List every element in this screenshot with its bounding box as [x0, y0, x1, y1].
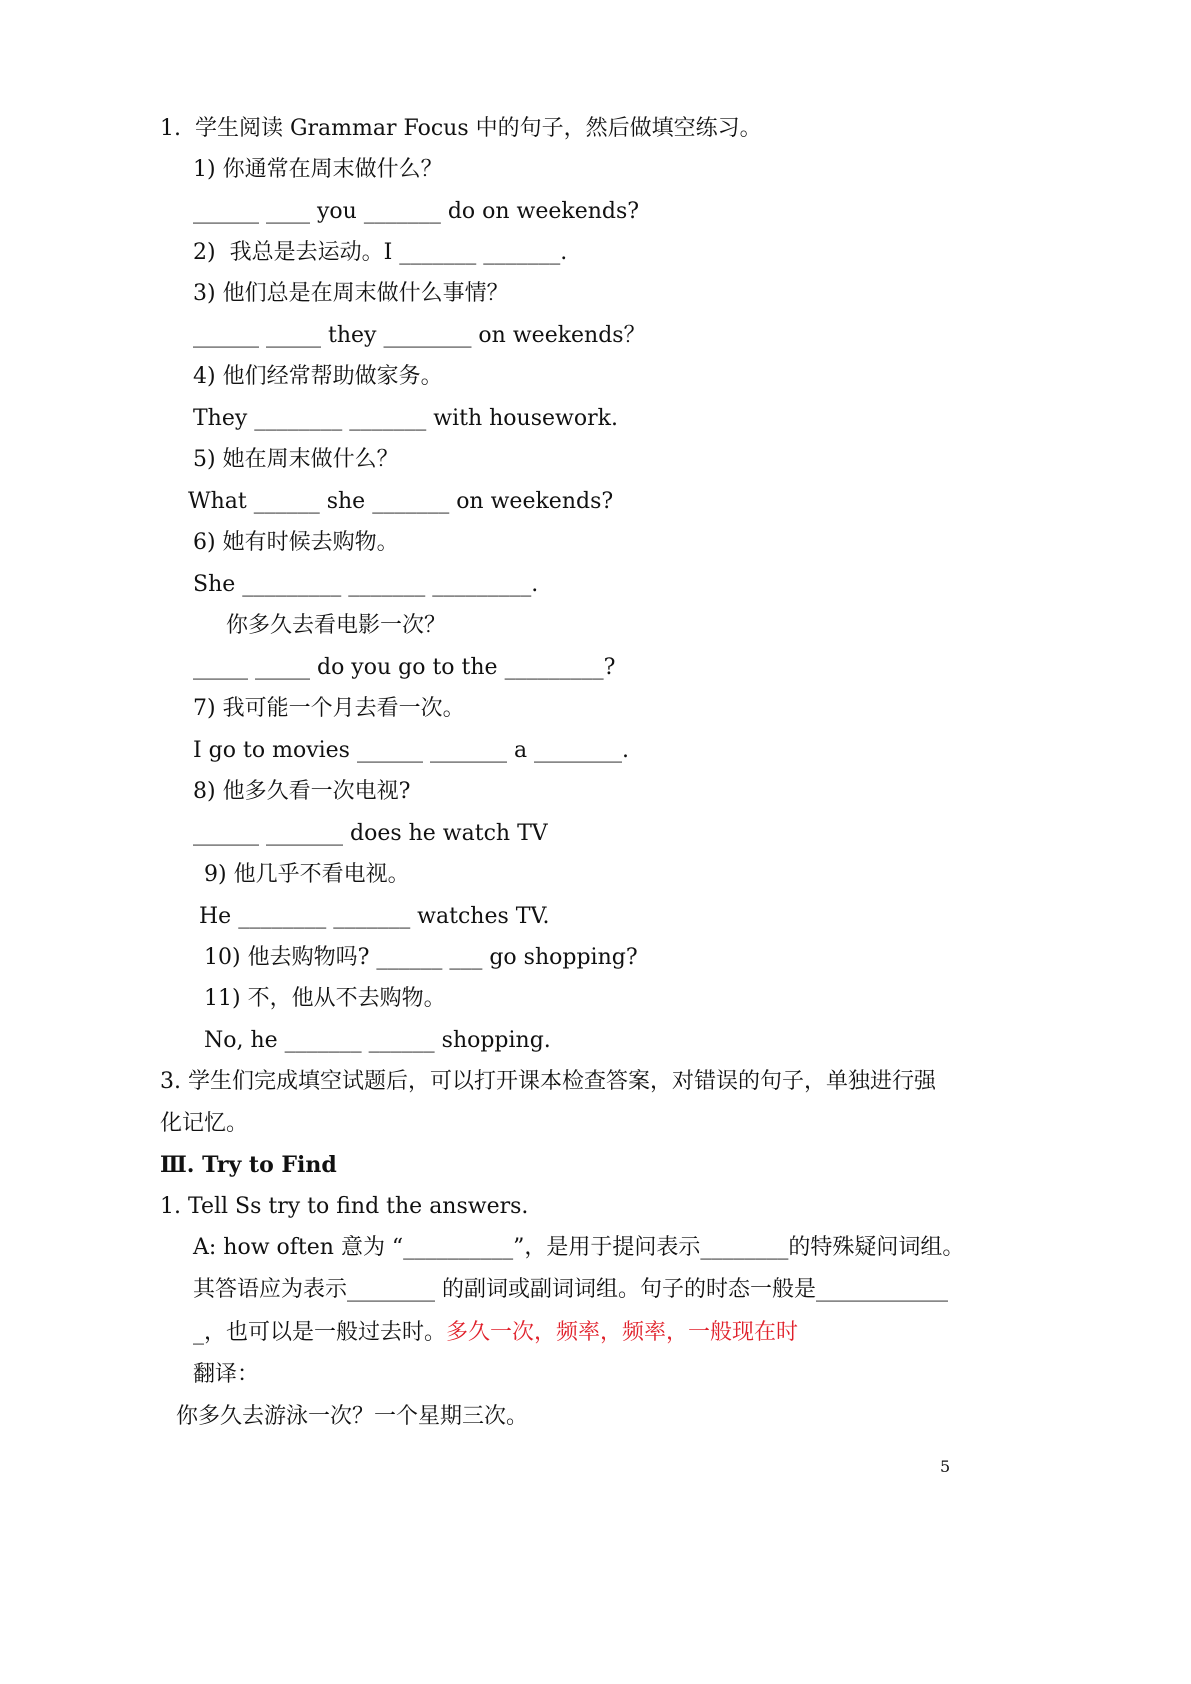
- item-5-blank: What ______ she _______ on weekends?: [188, 489, 614, 514]
- item-3-chinese: 3) 他们总是在周末做什么事情？: [193, 281, 509, 306]
- item-8-chinese: 8) 他多久看一次电视?: [193, 779, 411, 804]
- instruction-1: 1. 学生阅读 Grammar Focus 中的句子，然后做填空练习。: [160, 116, 762, 141]
- item-11-chinese: 11) 不，他从不去购物。: [204, 986, 446, 1011]
- item-1-blank: ______ ____ you _______ do on weekends?: [193, 199, 640, 224]
- task-1: 1. Tell Ss try to find the answers.: [160, 1194, 529, 1219]
- section-heading: Ⅲ. Try to Find: [160, 1152, 337, 1178]
- how-often-question: A: how often 意为 “__________”，是用于提问表示________的特殊疑问词组。: [193, 1235, 965, 1260]
- item-9-blank: He ________ _______ watches TV.: [199, 904, 550, 929]
- item-3-blank: ______ _____ they ________ on weekends？: [193, 323, 646, 348]
- item-4-blank: They ________ _______ with housework.: [193, 406, 618, 431]
- instruction-3-cont: 化记忆。: [160, 1111, 249, 1136]
- page-number: 5: [940, 1457, 951, 1476]
- item-9-chinese: 9) 他几乎不看电视。: [204, 862, 410, 887]
- item-6-blank: She _________ _______ _________.: [193, 572, 539, 597]
- translate-sentence: 你多久去游泳一次？一个星期三次。: [176, 1404, 529, 1429]
- item-11-blank: No, he _______ ______ shopping.: [204, 1028, 551, 1053]
- answer-key: 多久一次，频率，频率，一般现在时: [446, 1320, 799, 1345]
- how-often-question-end: [193, 1318, 798, 1348]
- item-1-chinese: 1) 你通常在周末做什么？: [193, 157, 443, 182]
- item-7-chinese: 7) 我可能一个月去看一次。: [193, 696, 465, 721]
- item-7-blank: I go to movies ______ _______ a ________.: [193, 738, 630, 763]
- item-8-blank: ______ _______ does he watch TV: [193, 821, 548, 846]
- item-2: 2) 我总是去运动。I _______ _______.: [193, 240, 568, 265]
- item-5-chinese: 5) 她在周末做什么？: [193, 447, 399, 472]
- how-often-question-cont: 其答语应为表示________ 的副词或副词词组。句子的时态一般是____________: [193, 1277, 948, 1302]
- item-6-chinese: 6) 她有时候去购物。: [193, 530, 399, 555]
- item-extra-blank: _____ _____ do you go to the _________?: [193, 655, 616, 680]
- translate-label: 翻译：: [193, 1362, 260, 1387]
- item-4-chinese: 4) 他们经常帮助做家务。: [193, 364, 443, 389]
- item-10: 10) 他去购物吗? ______ ___ go shopping?: [204, 945, 638, 970]
- item-extra-chinese: 你多久去看电影一次？: [226, 613, 447, 638]
- instruction-3: 3. 学生们完成填空试题后，可以打开课本检查答案，对错误的句子，单独进行强: [160, 1069, 936, 1094]
- question-end-text: _，也可以是一般过去时。: [193, 1320, 447, 1345]
